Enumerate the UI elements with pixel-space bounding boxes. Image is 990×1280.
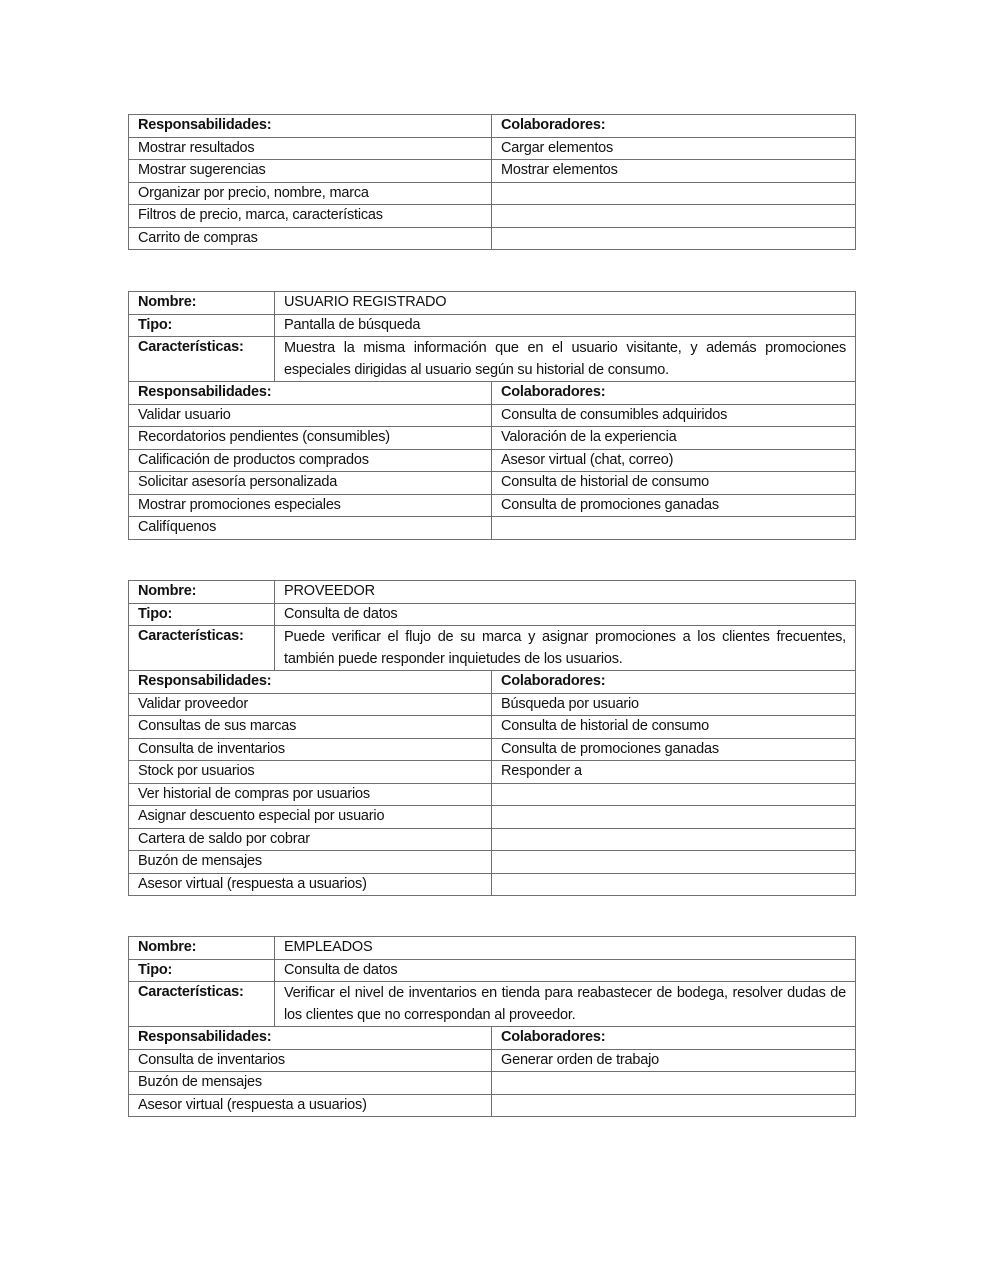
crc-card-empleados <box>128 936 856 1117</box>
responsabilidad-cell: Consulta de inventarios <box>129 738 492 761</box>
colaborador-cell: Consulta de consumibles adquiridos <box>492 404 856 427</box>
colaborador-cell <box>492 1072 856 1095</box>
table-header-row <box>129 115 856 138</box>
table-row <box>129 761 856 784</box>
table-row <box>129 806 856 829</box>
colaborador-cell <box>492 783 856 806</box>
table-row <box>129 1094 856 1117</box>
crc-card-proveedor <box>128 580 856 896</box>
table-row <box>129 427 856 450</box>
tipo-row <box>129 603 856 626</box>
table-row <box>129 205 856 228</box>
responsabilidad-cell: Validar usuario <box>129 404 492 427</box>
colaboradores-header: Colaboradores: <box>492 1027 856 1050</box>
tipo-value: Pantalla de búsqueda <box>275 314 856 337</box>
tipo-row <box>129 959 856 982</box>
table-row <box>129 227 856 250</box>
responsabilidad-cell: Asesor virtual (respuesta a usuarios) <box>129 1094 492 1117</box>
tipo-label: Tipo: <box>129 959 275 982</box>
table-row <box>129 494 856 517</box>
responsabilidad-cell: Asignar descuento especial por usuario <box>129 806 492 829</box>
tipo-value: Consulta de datos <box>275 603 856 626</box>
table-header-row <box>129 671 856 694</box>
colaborador-cell <box>492 828 856 851</box>
crc-card-usuario-registrado <box>128 291 856 540</box>
colaborador-cell <box>492 851 856 874</box>
colaborador-cell: Generar orden de trabajo <box>492 1049 856 1072</box>
responsabilidades-header: Responsabilidades: <box>129 671 492 694</box>
table-row <box>129 160 856 183</box>
nombre-label: Nombre: <box>129 581 275 604</box>
tipo-label: Tipo: <box>129 603 275 626</box>
responsabilidad-cell: Validar proveedor <box>129 693 492 716</box>
responsabilidad-cell: Carrito de compras <box>129 227 492 250</box>
colaborador-cell: Búsqueda por usuario <box>492 693 856 716</box>
table-row <box>129 873 856 896</box>
table-row <box>129 783 856 806</box>
responsabilidad-cell: Calificación de productos comprados <box>129 449 492 472</box>
tipo-value: Consulta de datos <box>275 959 856 982</box>
responsabilidad-cell: Mostrar resultados <box>129 137 492 160</box>
caracteristicas-label: Características: <box>129 626 275 671</box>
colaborador-cell: Mostrar elementos <box>492 160 856 183</box>
table-row <box>129 1072 856 1095</box>
crc-card-continuation <box>128 114 856 250</box>
tipo-row <box>129 314 856 337</box>
colaborador-cell: Consulta de historial de consumo <box>492 472 856 495</box>
table-header-row <box>129 1027 856 1050</box>
caracteristicas-row <box>129 982 856 1027</box>
table-row <box>129 449 856 472</box>
responsabilidad-cell: Consulta de inventarios <box>129 1049 492 1072</box>
colaboradores-header: Colaboradores: <box>492 671 856 694</box>
responsabilidad-cell: Buzón de mensajes <box>129 1072 492 1095</box>
responsabilidad-cell: Organizar por precio, nombre, marca <box>129 182 492 205</box>
responsabilidad-cell: Consultas de sus marcas <box>129 716 492 739</box>
responsabilidad-cell: Recordatorios pendientes (consumibles) <box>129 427 492 450</box>
tipo-label: Tipo: <box>129 314 275 337</box>
caracteristicas-label: Características: <box>129 982 275 1027</box>
table-row <box>129 472 856 495</box>
responsabilidad-cell: Buzón de mensajes <box>129 851 492 874</box>
responsabilidad-cell: Cartera de saldo por cobrar <box>129 828 492 851</box>
table-row <box>129 404 856 427</box>
table-row <box>129 1049 856 1072</box>
nombre-value: EMPLEADOS <box>275 937 856 960</box>
responsabilidades-header: Responsabilidades: <box>129 115 492 138</box>
caracteristicas-value: Puede verificar el flujo de su marca y asignar promociones a los clientes frecuentes, también puede responder inquietudes de los usuarios. <box>275 626 856 671</box>
caracteristicas-row <box>129 337 856 382</box>
responsabilidad-cell: Mostrar sugerencias <box>129 160 492 183</box>
responsabilidad-cell: Mostrar promociones especiales <box>129 494 492 517</box>
nombre-label: Nombre: <box>129 292 275 315</box>
colaborador-cell: Consulta de promociones ganadas <box>492 738 856 761</box>
colaborador-cell: Responder a <box>492 761 856 784</box>
caracteristicas-value: Verificar el nivel de inventarios en tienda para reabastecer de bodega, resolver dudas de los clientes que no correspondan al proveedor. <box>275 982 856 1027</box>
colaborador-cell <box>492 1094 856 1117</box>
nombre-label: Nombre: <box>129 937 275 960</box>
colaborador-cell <box>492 205 856 228</box>
table-row <box>129 716 856 739</box>
responsabilidades-header: Responsabilidades: <box>129 382 492 405</box>
colaborador-cell <box>492 806 856 829</box>
colaborador-cell: Consulta de historial de consumo <box>492 716 856 739</box>
colaborador-cell: Cargar elementos <box>492 137 856 160</box>
table-row <box>129 182 856 205</box>
caracteristicas-row <box>129 626 856 671</box>
table-row <box>129 828 856 851</box>
responsabilidad-cell: Solicitar asesoría personalizada <box>129 472 492 495</box>
nombre-row <box>129 581 856 604</box>
table-row <box>129 137 856 160</box>
nombre-row <box>129 292 856 315</box>
responsabilidad-cell: Asesor virtual (respuesta a usuarios) <box>129 873 492 896</box>
colaborador-cell <box>492 182 856 205</box>
responsabilidad-cell: Ver historial de compras por usuarios <box>129 783 492 806</box>
responsabilidad-cell: Filtros de precio, marca, características <box>129 205 492 228</box>
colaborador-cell: Consulta de promociones ganadas <box>492 494 856 517</box>
colaborador-cell <box>492 227 856 250</box>
responsabilidad-cell: Califíquenos <box>129 517 492 540</box>
colaborador-cell <box>492 517 856 540</box>
colaboradores-header: Colaboradores: <box>492 115 856 138</box>
caracteristicas-label: Características: <box>129 337 275 382</box>
colaborador-cell: Asesor virtual (chat, correo) <box>492 449 856 472</box>
table-row <box>129 851 856 874</box>
nombre-value: PROVEEDOR <box>275 581 856 604</box>
table-row <box>129 693 856 716</box>
colaborador-cell <box>492 873 856 896</box>
colaboradores-header: Colaboradores: <box>492 382 856 405</box>
table-header-row <box>129 382 856 405</box>
responsabilidades-header: Responsabilidades: <box>129 1027 492 1050</box>
table-row <box>129 517 856 540</box>
colaborador-cell: Valoración de la experiencia <box>492 427 856 450</box>
nombre-row <box>129 937 856 960</box>
responsabilidad-cell: Stock por usuarios <box>129 761 492 784</box>
table-row <box>129 738 856 761</box>
caracteristicas-value: Muestra la misma información que en el usuario visitante, y además promociones especiales dirigidas al usuario según su historial de consumo. <box>275 337 856 382</box>
nombre-value: USUARIO REGISTRADO <box>275 292 856 315</box>
